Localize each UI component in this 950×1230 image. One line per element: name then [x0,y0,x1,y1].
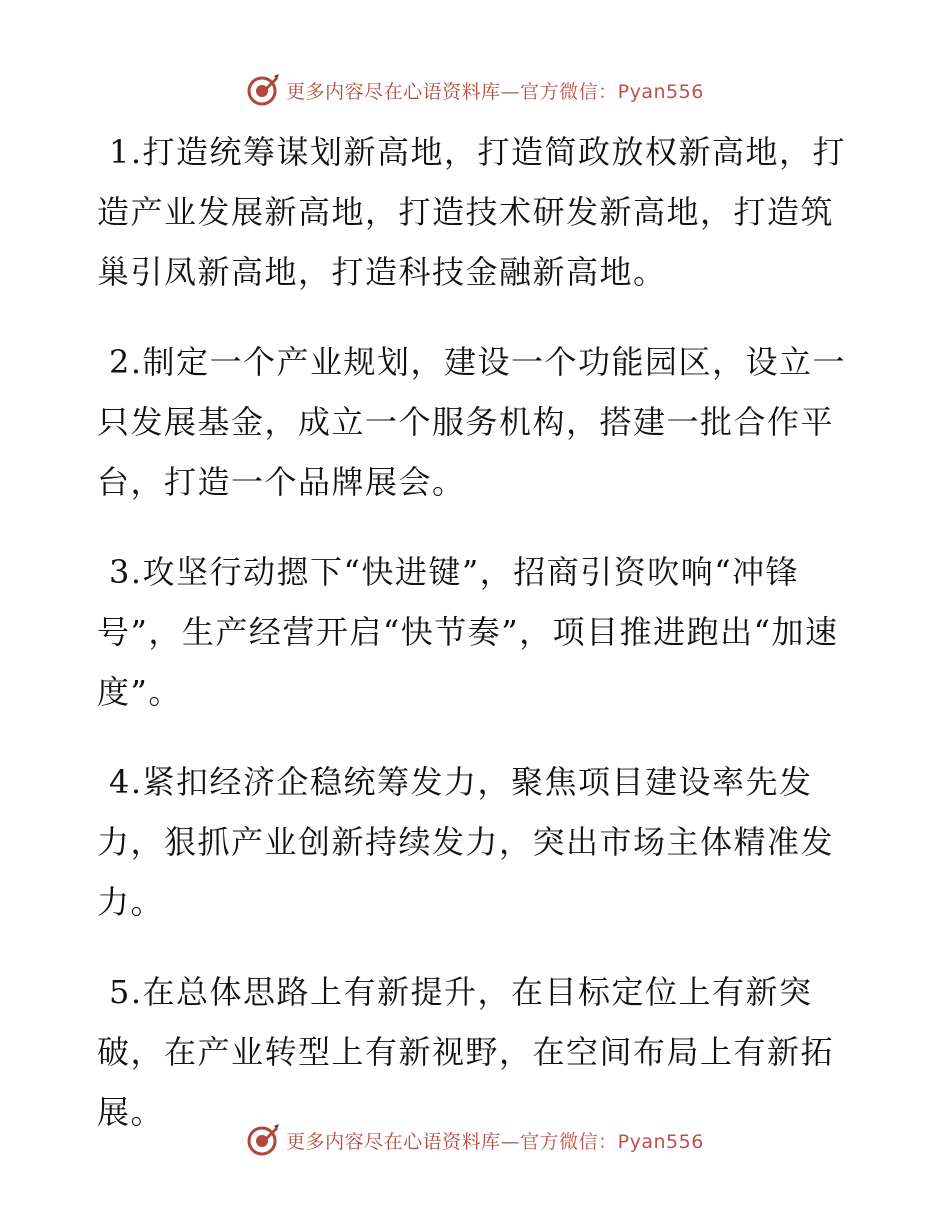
pen-logo-icon [246,1123,280,1157]
item-number: 3. [109,553,143,591]
item-number: 4. [109,763,143,801]
header-banner [0,68,950,112]
document-body [97,120,853,1142]
footer-banner [0,1118,950,1162]
item-text: 制定一个产业规划，建设一个功能园区，设立一只发展基金，成立一个服务机构，搭建一批合作平台，打造一个品牌展会。 [97,343,847,501]
item-number: 5. [109,973,143,1011]
item-number: 2. [109,343,143,381]
list-item [97,542,853,722]
footer-site-text: 更多内容尽在心语资料库 [286,1130,501,1153]
pen-logo-icon [246,73,280,107]
list-item [97,332,853,512]
item-text: 打造统筹谋划新高地，打造简政放权新高地，打造产业发展新高地，打造技术研发新高地，打造筑巢引凤新高地，打造科技金融新高地。 [97,133,847,291]
list-item [97,752,853,932]
item-text: 紧扣经济企稳统筹发力，聚焦项目建设率先发力，狠抓产业创新持续发力，突出市场主体精准发力。 [97,763,835,921]
item-text: 在总体思路上有新提升，在目标定位上有新突破，在产业转型上有新视野，在空间布局上有新拓展。 [97,973,835,1131]
header-wechat-text: 官方微信：Pyan556 [520,80,704,103]
item-text: 攻坚行动摁下“快进键”，招商引资吹响“冲锋号”，生产经营开启“快节奏”，项目推进跑出“加速度”。 [97,553,839,711]
header-text [286,77,704,104]
list-item [97,122,853,302]
footer-text [286,1127,704,1154]
list-item [97,962,853,1142]
header-site-text: 更多内容尽在心语资料库 [286,80,501,103]
footer-wechat-text: 官方微信：Pyan556 [520,1130,704,1153]
item-number: 1. [109,133,143,171]
footer-dash: — [500,1130,521,1153]
header-dash: — [500,80,521,103]
